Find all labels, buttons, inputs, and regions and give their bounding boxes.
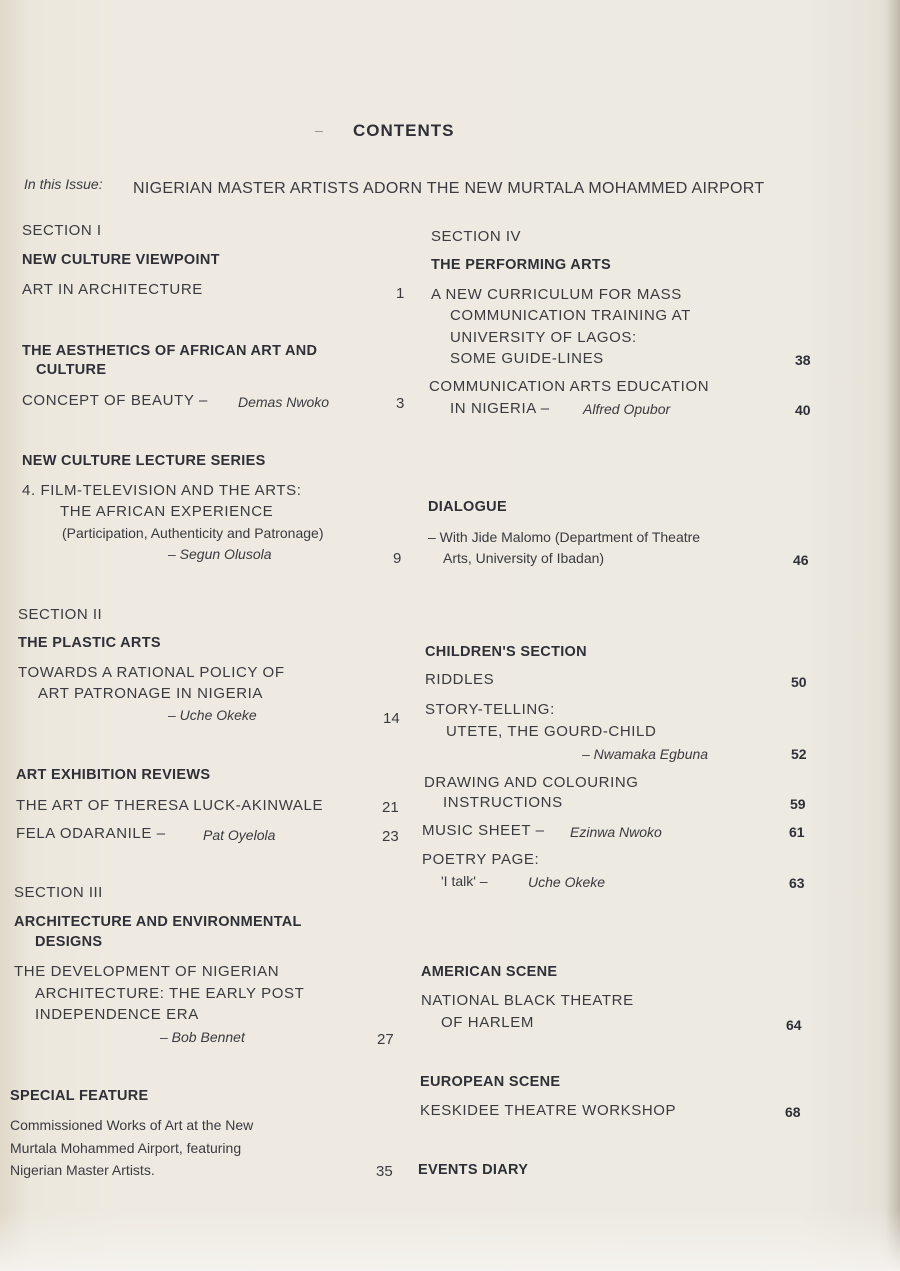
heading-performing-arts: THE PERFORMING ARTS <box>431 257 611 273</box>
heading-lecture-series: NEW CULTURE LECTURE SERIES <box>22 453 266 469</box>
entry-new-curriculum-line3: UNIVERSITY OF LAGOS: <box>450 329 637 346</box>
heading-architecture-cont: DESIGNS <box>35 934 103 950</box>
entry-film-television-line3: (Participation, Authenticity and Patronage) <box>62 525 324 541</box>
entry-development-line2: ARCHITECTURE: THE EARLY POST <box>35 985 305 1002</box>
entry-film-television-line2: THE AFRICAN EXPERIENCE <box>60 503 274 520</box>
entry-new-curriculum-line4: SOME GUIDE-LINES <box>450 350 604 367</box>
entry-towards-rational-policy-line2: ART PATRONAGE IN NIGERIA <box>38 685 263 702</box>
heading-architecture: ARCHITECTURE AND ENVIRONMENTAL <box>14 914 302 930</box>
page-number: 59 <box>790 796 806 812</box>
entry-commissioned-works-line3: Nigerian Master Artists. <box>10 1162 155 1178</box>
entry-development-of-architecture[interactable]: THE DEVELOPMENT OF NIGERIAN <box>14 963 280 980</box>
heading-new-culture-viewpoint: NEW CULTURE VIEWPOINT <box>22 252 220 268</box>
author-alfred-opubor: Alfred Opubor <box>583 401 671 417</box>
entry-dialogue-jide-malomo[interactable]: – With Jide Malomo (Department of Theatre <box>428 529 701 545</box>
entry-story-telling[interactable]: STORY-TELLING: <box>425 701 555 718</box>
entry-commissioned-works[interactable]: Commissioned Works of Art at the New <box>10 1117 254 1133</box>
entry-film-television[interactable]: 4. FILM-TELEVISION AND THE ARTS: <box>22 482 302 499</box>
entry-concept-of-beauty[interactable]: CONCEPT OF BEAUTY – <box>22 392 208 409</box>
entry-commissioned-works-line2: Murtala Mohammed Airport, featuring <box>10 1140 242 1156</box>
heading-childrens-section: CHILDREN'S SECTION <box>425 644 587 660</box>
page-number: 64 <box>786 1017 802 1033</box>
page-number: 1 <box>396 285 405 302</box>
author-nwamaka-egbuna: – Nwamaka Egbuna <box>582 746 709 762</box>
entry-poetry-i-talk: 'I talk' – <box>441 873 488 889</box>
entry-music-sheet[interactable]: MUSIC SHEET – <box>422 822 545 839</box>
page-number: 46 <box>793 552 809 568</box>
entry-communication-arts[interactable]: COMMUNICATION ARTS EDUCATION <box>429 378 710 395</box>
page-number: 52 <box>791 746 807 762</box>
heading-american-scene: AMERICAN SCENE <box>421 964 558 980</box>
entry-national-black-theatre-line2: OF HARLEM <box>441 1014 534 1031</box>
author-uche-okeke: Uche Okeke <box>528 874 606 890</box>
decorative-dash <box>315 131 323 132</box>
entry-drawing-line2: INSTRUCTIONS <box>443 794 563 811</box>
heading-exhibition-reviews: ART EXHIBITION REVIEWS <box>16 767 211 783</box>
entry-communication-arts-line2: IN NIGERIA – <box>450 400 550 417</box>
page-number: 9 <box>393 550 402 567</box>
page-number: 50 <box>791 674 807 690</box>
heading-events-diary[interactable]: EVENTS DIARY <box>418 1162 529 1178</box>
section-4-label: SECTION IV <box>431 228 522 245</box>
heading-special-feature: SPECIAL FEATURE <box>10 1088 149 1104</box>
page-number: 61 <box>789 824 805 840</box>
page-number: 3 <box>396 395 405 412</box>
page-number: 21 <box>382 799 399 816</box>
page-number: 68 <box>785 1104 801 1120</box>
author-bob-bennet: – Bob Bennet <box>160 1029 245 1045</box>
issue-headline: NIGERIAN MASTER ARTISTS ADORN THE NEW MURTALA MOHAMMED AIRPORT <box>133 180 765 197</box>
page-number: 40 <box>795 402 811 418</box>
author-segun-olusola: – Segun Olusola <box>168 546 272 562</box>
entry-art-in-architecture[interactable]: ART IN ARCHITECTURE <box>22 281 203 298</box>
author-demas-nwoko: Demas Nwoko <box>238 394 330 410</box>
entry-keskidee-theatre-workshop[interactable]: KESKIDEE THEATRE WORKSHOP <box>420 1102 677 1119</box>
entry-dialogue-line2: Arts, University of Ibadan) <box>443 550 605 566</box>
section-2-label: SECTION II <box>18 606 103 623</box>
page-number: 23 <box>382 828 399 845</box>
heading-dialogue: DIALOGUE <box>428 499 507 515</box>
page-number: 38 <box>795 352 811 368</box>
page-number: 27 <box>377 1031 394 1048</box>
page-number: 63 <box>789 875 805 891</box>
author-pat-oyelola: Pat Oyelola <box>203 827 276 843</box>
page-number: 35 <box>376 1163 393 1180</box>
page-edge-shadow <box>886 0 900 1271</box>
author-ezinwa-nwoko: Ezinwa Nwoko <box>570 824 662 840</box>
heading-plastic-arts: THE PLASTIC ARTS <box>18 635 161 651</box>
heading-aesthetics: THE AESTHETICS OF AFRICAN ART AND <box>22 343 318 359</box>
issue-lead: In this Issue: <box>24 176 103 192</box>
entry-story-telling-line2: UTETE, THE GOURD-CHILD <box>446 723 657 740</box>
author-uche-okeke: – Uche Okeke <box>168 707 257 723</box>
page-number: 14 <box>383 710 400 727</box>
section-3-label: SECTION III <box>14 884 103 901</box>
entry-riddles[interactable]: RIDDLES <box>425 671 495 688</box>
entry-fela-odaranile[interactable]: FELA ODARANILE – <box>16 825 166 842</box>
entry-national-black-theatre[interactable]: NATIONAL BLACK THEATRE <box>421 992 634 1009</box>
heading-european-scene: EUROPEAN SCENE <box>420 1074 561 1090</box>
entry-poetry-page[interactable]: POETRY PAGE: <box>422 851 540 868</box>
entry-drawing-and-colouring[interactable]: DRAWING AND COLOURING <box>424 774 639 791</box>
section-1-label: SECTION I <box>22 222 102 239</box>
page-bottom-fade <box>0 1210 900 1271</box>
entry-new-curriculum[interactable]: A NEW CURRICULUM FOR MASS <box>431 286 682 303</box>
entry-theresa-luck-akinwale[interactable]: THE ART OF THERESA LUCK-AKINWALE <box>16 797 324 814</box>
entry-new-curriculum-line2: COMMUNICATION TRAINING AT <box>450 307 691 324</box>
contents-title: CONTENTS <box>353 121 455 140</box>
heading-aesthetics-cont: CULTURE <box>36 362 107 378</box>
entry-development-line3: INDEPENDENCE ERA <box>35 1006 199 1023</box>
entry-towards-rational-policy[interactable]: TOWARDS A RATIONAL POLICY OF <box>18 664 285 681</box>
